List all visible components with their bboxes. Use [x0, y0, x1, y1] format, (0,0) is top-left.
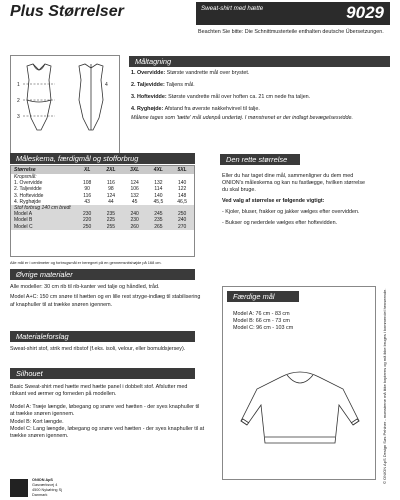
german-note: Beachten Sie bitte: Die Schnittmusterteile enthalten deutsche Übersetzungen. [198, 29, 384, 35]
svg-text:2: 2 [17, 98, 20, 104]
company-name: ONION ApS [32, 478, 53, 482]
table-cell: 270 [177, 223, 187, 230]
measure-label: 4. Ryghøjde: [131, 106, 164, 112]
finished-line: Model A: 76 cm - 83 cm [233, 311, 290, 317]
right-size-paragraph: Eller du har taget dine mål, sammenligner du dem med ONION's måleskema og kan nu fastlægge, hvilken størrelse du skal bruge. [222, 173, 366, 193]
page-title: Plus Størrelser [10, 3, 124, 20]
measuring-figure [10, 55, 120, 157]
address-line: Danmark [32, 493, 48, 497]
table-row [11, 224, 194, 230]
table-cell: 240 [177, 217, 187, 224]
section-header-silhouette: Silhouet [10, 368, 195, 379]
pattern-subtitle: Sweat-shirt med hætte [201, 5, 264, 12]
right-size-bullet: - Kjoler, bluser, frakker og jakker vælges efter overvidden. [222, 209, 360, 215]
company-address [32, 478, 62, 498]
measure-item [131, 70, 389, 77]
col-header: XL [83, 167, 91, 173]
silhouette-paragraph: Model A: Træje længde, løbegang og snøre ved hætten - der syes knaphuller til at trække snøren igennem. [10, 403, 200, 418]
measure-text: Største vandrette mål over brystet. [166, 70, 250, 76]
table-cell: 230 [130, 217, 139, 224]
materials-text [10, 284, 205, 309]
measure-text: Afstand fra øverste nakkehvirvel til talje. [164, 106, 260, 112]
col-header: 3XL [130, 167, 140, 173]
address-line: Gasværksvej 4 [32, 483, 58, 487]
silhouette-paragraph: Basic Sweat-shirt med hætte med hætte panel i dobbelt stof. Afslutter med ribkant ved ærmer og forneden på modellen. [10, 384, 188, 398]
table-cell: 132 [154, 180, 163, 187]
table-cell: Model B [14, 217, 33, 224]
finished-lines [233, 311, 293, 333]
measure-label: 1. Overvidde: [131, 70, 166, 76]
col-header: 5XL [177, 167, 187, 173]
table-cell: 122 [177, 186, 187, 193]
col-header: 4XL [153, 167, 163, 173]
measure-label: 3. Hoftevidde: [131, 94, 167, 100]
table-cell: 140 [177, 180, 187, 187]
copyright-side-text: © ONION ApS Design Søs Pehlner - mønstrene må ikke kopieres og må ikke bruges i kommerciel henseende. [382, 288, 387, 484]
right-size-paragraph: Ved valg af størrelse er følgende vigtigt: [222, 198, 325, 204]
address-line: 4500 Nykøbing Sj [32, 488, 62, 492]
table-cell: Model A [14, 211, 33, 218]
right-size-bullet: - Bukser og nederdele vælges efter hoftevidden. [222, 220, 338, 226]
table-cell: 140 [154, 192, 163, 199]
table-cell: 45,5 [153, 198, 164, 205]
table-cell: 148 [177, 192, 187, 199]
svg-text:3: 3 [17, 114, 20, 120]
section-header-materials: Øvrige materialer [10, 269, 195, 280]
table-cell: 1. Overvidde [14, 180, 43, 187]
table-cell: 220 [83, 217, 92, 224]
table-cell: 260 [130, 223, 139, 230]
right-size-text [222, 173, 372, 231]
finished-measurements-box [222, 286, 376, 480]
finished-line: Model B: 66 cm - 73 cm [233, 318, 290, 325]
measure-note: Målene tages som 'tætte' mål udenpå undertøj. I mønstrenet er der indlagt bevægelsesvidde. [131, 115, 353, 122]
section-header-size-table: Måleskema, færdigmål og stofforbrug [10, 153, 195, 164]
section-header-fabric: Materialeforslag [10, 331, 195, 342]
finished-line: Model C: 96 cm - 103 cm [233, 325, 294, 332]
section-header-measuring: Måltagning [129, 56, 390, 67]
table-cell: 265 [154, 223, 163, 230]
table-cell: 44 [108, 198, 114, 205]
table-cell: 230 [83, 211, 92, 218]
bodysuit-figure-drawing [11, 56, 121, 158]
table-footnote: Alle mål er i centimeter og forbrugsmål er beregnet på en gennemsnitshøjde på 168 cm. [10, 260, 162, 265]
sweatshirt-drawing [223, 347, 377, 467]
measure-item [131, 106, 389, 113]
table-cell: 235 [106, 211, 116, 218]
table-cell: 45 [131, 198, 138, 205]
table-cell: 116 [106, 180, 115, 187]
table-cell: 114 [154, 186, 163, 193]
measuring-instructions [131, 70, 389, 123]
measure-item [131, 82, 389, 89]
table-cell: 225 [106, 217, 116, 224]
table-cell: 116 [83, 192, 92, 199]
table-cell: 132 [130, 192, 139, 199]
pattern-number: 9029 [346, 3, 384, 22]
table-header-row [11, 166, 194, 174]
table-cell: 3. Hoftevidde [14, 192, 44, 199]
svg-text:4: 4 [105, 82, 108, 88]
fabric-paragraph: Sweat-shirt stof, strik med ribstof (f.eks. isoli, velour, eller bomuldsjersey). [10, 346, 186, 352]
measure-label: 2. Taljevidde: [131, 82, 165, 88]
silhouette-paragraph: Model C: Lang længde, løbegang og snøre ved hætten - der syes knaphuller til at trække snøren igennem. [10, 426, 205, 440]
table-cell: 240 [130, 211, 139, 218]
section-header-right-size: Den rette størrelse [220, 154, 300, 165]
table-cell: 46,5 [177, 198, 187, 205]
measure-text: Største vandrette mål over hoften ca. 21 cm nede fra taljen. [168, 94, 311, 100]
table-cell: 124 [106, 192, 116, 199]
onion-logo [10, 479, 28, 497]
materials-paragraph: Alle modeller: 30 cm rib til rib-kanter ved talje og håndled, tråd. [10, 284, 160, 290]
table-cell: 106 [130, 186, 139, 193]
table-cell: 4. Ryghøjde [14, 198, 41, 205]
table-cell: 255 [106, 223, 116, 230]
table-cell: 98 [108, 186, 114, 193]
col-header: Størrelse [14, 167, 36, 173]
silhouette-text [10, 384, 205, 441]
table-cell: 43 [84, 198, 90, 205]
section-label: Kropsmål: [14, 174, 37, 180]
measure-item [131, 94, 389, 101]
materials-paragraph: Model A+C: 150 cm snøre til hætten og en lille rest stryge-indlæg til stabilisering af knaphuller til at trække snøren igennem. [10, 294, 201, 308]
table-cell: 124 [130, 180, 139, 187]
table-cell: 108 [83, 180, 92, 187]
table-cell: Model C [14, 223, 33, 230]
col-header: 2XL [106, 167, 116, 173]
size-table [10, 165, 195, 257]
measure-text: Taljens mål. [166, 82, 195, 88]
section-label: Stof forbrug 140 cm bredt [14, 204, 71, 211]
svg-text:1: 1 [17, 82, 20, 88]
pattern-banner [196, 2, 390, 25]
section-header-finished: Færdige mål [227, 291, 299, 302]
table-cell: 2. Taljevidde [14, 186, 42, 193]
silhouette-paragraph: Model B: Kort længde. [10, 418, 64, 425]
table-cell: 90 [84, 186, 90, 193]
table-cell: 250 [83, 223, 92, 230]
table-cell: 245 [154, 211, 163, 218]
table-cell: 235 [154, 217, 163, 224]
table-cell: 250 [177, 211, 187, 218]
